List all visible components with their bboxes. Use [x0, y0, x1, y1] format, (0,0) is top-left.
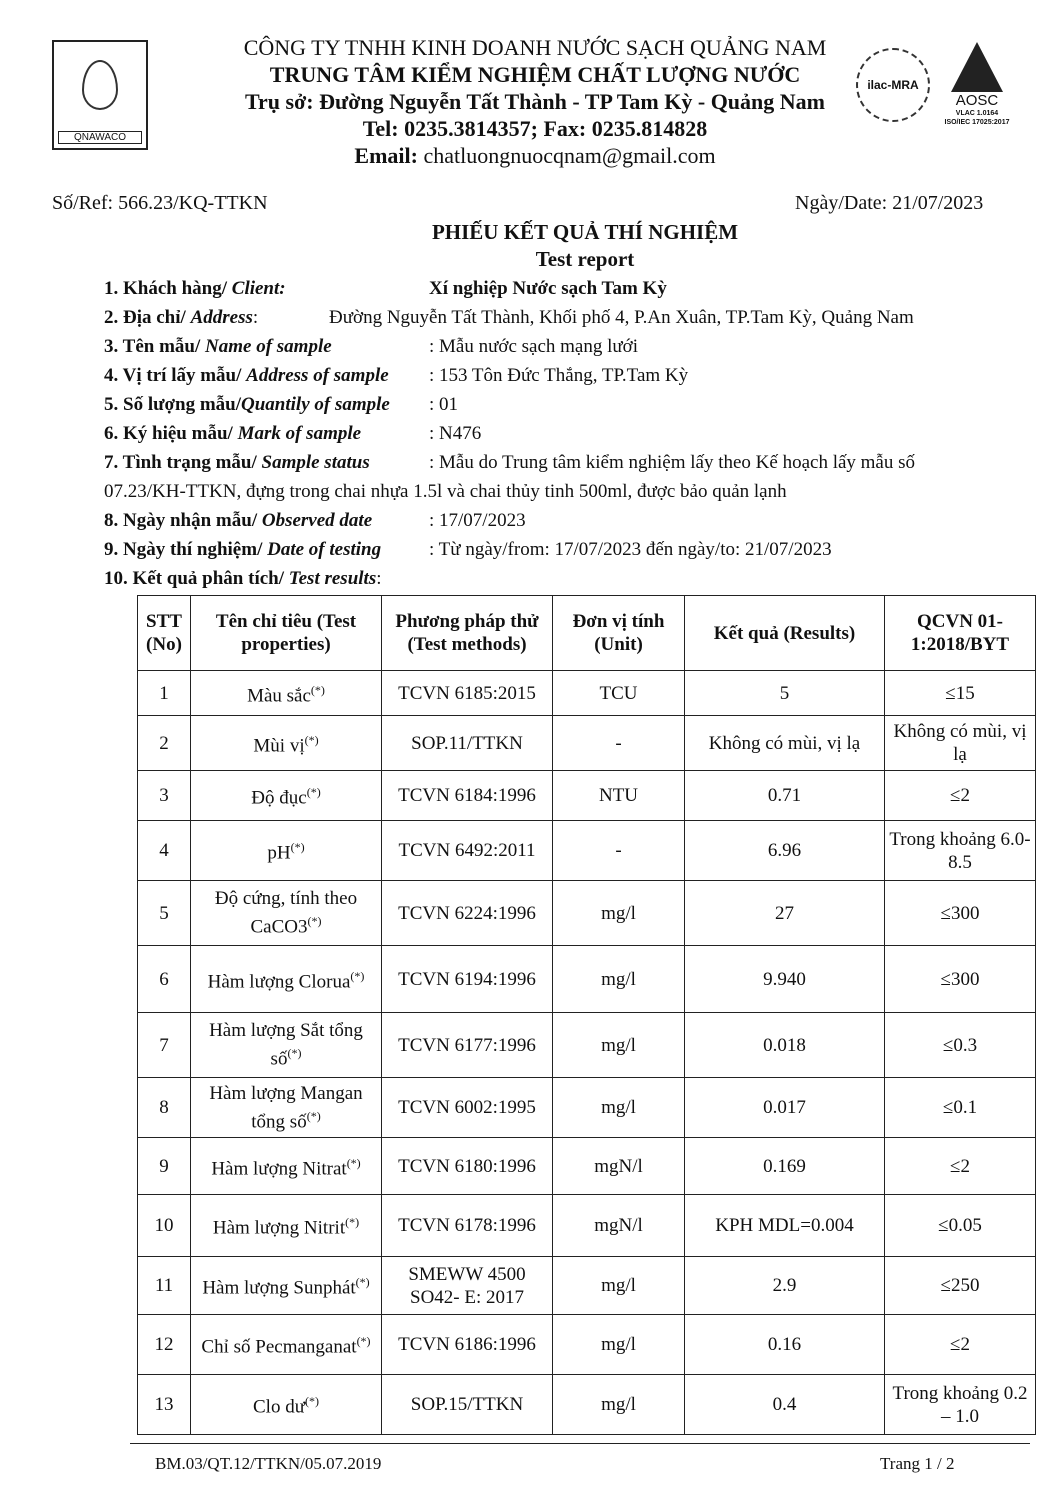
- info-value: : Từ ngày/from: 17/07/2023 đến ngày/to: 21/07/2023: [429, 539, 832, 560]
- unit: mg/l: [553, 1013, 685, 1078]
- info-label-en: Test results: [288, 568, 377, 589]
- standard-limit: ≤2: [885, 1138, 1036, 1195]
- info-label: 9. Ngày thí nghiệm/: [104, 539, 268, 560]
- row-number: 12: [138, 1315, 191, 1375]
- table-row: [138, 671, 1036, 716]
- test-property: Hàm lượng Clorua(*): [191, 946, 382, 1013]
- info-value: : 153 Tôn Đức Thắng, TP.Tam Kỳ: [429, 365, 689, 386]
- center-name: TRUNG TÂM KIỂM NGHIỆM CHẤT LƯỢNG NƯỚC: [269, 62, 801, 87]
- test-method: SOP.11/TTKN: [382, 716, 553, 771]
- test-property: Mùi vị(*): [191, 716, 382, 771]
- column-header: Phương pháp thử (Test methods): [382, 596, 553, 671]
- test-method: TCVN 6194:1996: [382, 946, 553, 1013]
- test-method: TCVN 6186:1996: [382, 1315, 553, 1375]
- form-code: BM.03/QT.12/TTKN/05.07.2019: [155, 1454, 382, 1473]
- test-method: TCVN 6184:1996: [382, 771, 553, 821]
- unit: mg/l: [553, 946, 685, 1013]
- standard-limit: Trong khoảng 6.0-8.5: [885, 821, 1036, 881]
- accredited-mark: (*): [355, 1275, 370, 1290]
- standard-limit: ≤0.1: [885, 1078, 1036, 1138]
- table-row: [138, 881, 1036, 946]
- info-label-en: Sample status: [261, 452, 370, 473]
- unit: mg/l: [553, 881, 685, 946]
- phone-fax: Tel: 0235.3814357; Fax: 0235.814828: [362, 116, 708, 141]
- info-row: [104, 361, 1024, 390]
- standard-limit: ≤0.05: [885, 1195, 1036, 1257]
- info-row: [104, 506, 1024, 535]
- info-row-continued: 07.23/KH-TTKN, đựng trong chai nhựa 1.5l và chai thủy tinh 500ml, được bảo quản lạnh: [104, 481, 787, 502]
- info-row: [104, 448, 1024, 477]
- result: 0.017: [685, 1078, 885, 1138]
- test-method: SOP.15/TTKN: [382, 1375, 553, 1435]
- test-property: Hàm lượng Sunphát(*): [191, 1257, 382, 1315]
- reference-number: Số/Ref: 566.23/KQ-TTKN: [52, 192, 268, 214]
- address-label: Trụ sở:: [245, 89, 314, 114]
- test-method: SMEWW 4500 SO42- E: 2017: [382, 1257, 553, 1315]
- row-number: 2: [138, 716, 191, 771]
- unit: mgN/l: [553, 1195, 685, 1257]
- result: 6.96: [685, 821, 885, 881]
- test-property: Độ cứng, tính theo CaCO3(*): [191, 881, 382, 946]
- info-label: 7. Tình trạng mẫu/: [104, 452, 262, 473]
- accredited-mark: (*): [307, 914, 322, 929]
- letterhead: [150, 34, 920, 169]
- row-number: 4: [138, 821, 191, 881]
- standard-limit: ≤300: [885, 946, 1036, 1013]
- table-row: [138, 1013, 1036, 1078]
- accredited-mark: (*): [310, 682, 325, 697]
- row-number: 11: [138, 1257, 191, 1315]
- table-row: [138, 1078, 1036, 1138]
- info-row: [104, 564, 1024, 593]
- test-property: Hàm lượng Nitrit(*): [191, 1195, 382, 1257]
- unit: mg/l: [553, 1257, 685, 1315]
- info-value: : N476: [429, 423, 482, 444]
- report-date: Ngày/Date: 21/07/2023: [795, 192, 984, 214]
- company-name: CÔNG TY TNHH KINH DOANH NƯỚC SẠCH QUẢNG NAM: [243, 35, 827, 60]
- result: Không có mùi, vị lạ: [685, 716, 885, 771]
- ilac-mra-logo: ilac-MRA: [856, 48, 930, 122]
- accredited-mark: (*): [346, 1155, 361, 1170]
- table-row: [138, 771, 1036, 821]
- info-label: 2. Địa chỉ/: [104, 307, 191, 328]
- result: 0.4: [685, 1375, 885, 1435]
- unit: NTU: [553, 771, 685, 821]
- standard-limit: Trong khoảng 0.2 – 1.0: [885, 1375, 1036, 1435]
- unit: mg/l: [553, 1315, 685, 1375]
- email-link[interactable]: chatluongnuocqnam@gmail.com: [423, 143, 716, 168]
- column-header: STT (No): [138, 596, 191, 671]
- standard-limit: ≤250: [885, 1257, 1036, 1315]
- accredited-mark: (*): [304, 732, 319, 747]
- column-header: Đơn vị tính (Unit): [553, 596, 685, 671]
- test-method: TCVN 6178:1996: [382, 1195, 553, 1257]
- row-number: 13: [138, 1375, 191, 1435]
- info-label-en: Name of sample: [205, 336, 332, 357]
- table-row: [138, 821, 1036, 881]
- result: 27: [685, 881, 885, 946]
- info-colon: :: [376, 568, 382, 589]
- table-row: [138, 1315, 1036, 1375]
- accredited-mark: (*): [305, 1394, 319, 1409]
- accredited-mark: (*): [287, 1046, 302, 1061]
- page-number: Trang 1 / 2: [880, 1454, 955, 1473]
- row-number: 5: [138, 881, 191, 946]
- info-row: [104, 303, 1024, 332]
- table-row: [138, 716, 1036, 771]
- test-method: TCVN 6185:2015: [382, 671, 553, 716]
- accredited-mark: (*): [290, 840, 305, 855]
- column-header: Kết quả (Results): [685, 596, 885, 671]
- row-number: 8: [138, 1078, 191, 1138]
- info-label-en: Date of testing: [267, 539, 382, 560]
- info-row: [104, 390, 1024, 419]
- test-property: pH(*): [191, 821, 382, 881]
- row-number: 6: [138, 946, 191, 1013]
- standard-limit: Không có mùi, vị lạ: [885, 716, 1036, 771]
- table-row: [138, 1138, 1036, 1195]
- info-value: : Mẫu nước sạch mạng lưới: [429, 336, 639, 357]
- table-row: [138, 1375, 1036, 1435]
- info-row: [104, 419, 1024, 448]
- aosc-logo: AOSC VLAC 1.0164 ISO/IEC 17025:2017: [934, 42, 1020, 137]
- info-label-en: Observed date: [261, 510, 373, 531]
- row-number: 3: [138, 771, 191, 821]
- unit: TCU: [553, 671, 685, 716]
- table-row: [138, 946, 1036, 1013]
- report-subtitle: Test report: [535, 247, 635, 271]
- report-title: PHIẾU KẾT QUẢ THÍ NGHIỆM: [431, 220, 739, 244]
- test-property: Hàm lượng Mangan tổng số(*): [191, 1078, 382, 1138]
- info-value: Xí nghiệp Nước sạch Tam Kỳ: [429, 278, 667, 299]
- unit: mg/l: [553, 1078, 685, 1138]
- email-label: Email:: [354, 143, 418, 168]
- info-label-en: Mark of sample: [237, 423, 362, 444]
- test-property: Clo dư(*): [191, 1375, 382, 1435]
- result: 5: [685, 671, 885, 716]
- accredited-mark: (*): [350, 968, 365, 983]
- result: 0.169: [685, 1138, 885, 1195]
- standard-limit: ≤2: [885, 1315, 1036, 1375]
- accredited-mark: (*): [306, 785, 321, 800]
- info-label: 5. Số lượng mẫu/: [104, 394, 242, 415]
- test-method: TCVN 6492:2011: [382, 821, 553, 881]
- aosc-triangle-icon: [951, 42, 1003, 92]
- info-label: 6. Ký hiệu mẫu/: [104, 423, 238, 444]
- test-property: Hàm lượng Nitrat(*): [191, 1138, 382, 1195]
- result: 0.018: [685, 1013, 885, 1078]
- info-row: [104, 332, 1024, 361]
- accredited-mark: (*): [356, 1334, 371, 1349]
- result: 2.9: [685, 1257, 885, 1315]
- test-method: TCVN 6177:1996: [382, 1013, 553, 1078]
- test-method: TCVN 6180:1996: [382, 1138, 553, 1195]
- info-label: 4. Vị trí lấy mẫu/: [104, 365, 247, 386]
- column-header: Tên chỉ tiêu (Test properties): [191, 596, 382, 671]
- row-number: 7: [138, 1013, 191, 1078]
- unit: mgN/l: [553, 1138, 685, 1195]
- info-value: : 17/07/2023: [429, 510, 526, 531]
- info-value: : 01: [429, 394, 459, 415]
- info-label: 8. Ngày nhận mẫu/: [104, 510, 262, 531]
- info-label: 3. Tên mẫu/: [104, 336, 206, 357]
- accredited-mark: (*): [306, 1108, 321, 1123]
- test-method: TCVN 6002:1995: [382, 1078, 553, 1138]
- test-property: Độ đục(*): [191, 771, 382, 821]
- info-label-en: Address of sample: [246, 365, 389, 386]
- unit: -: [553, 821, 685, 881]
- standard-limit: ≤0.3: [885, 1013, 1036, 1078]
- sample-info: [104, 274, 1024, 593]
- info-label-en: Address: [190, 307, 253, 328]
- water-drop-icon: [82, 60, 118, 110]
- qnawaco-logo: QNAWACO: [52, 40, 148, 150]
- table-row: [138, 1257, 1036, 1315]
- row-number: 1: [138, 671, 191, 716]
- info-row: [104, 274, 1024, 303]
- result: 0.71: [685, 771, 885, 821]
- info-label-en: Client:: [231, 278, 286, 299]
- test-property: Chỉ số Pecmanganat(*): [191, 1315, 382, 1375]
- address: Đường Nguyễn Tất Thành - TP Tam Kỳ - Quảng Nam: [319, 89, 825, 114]
- test-method: TCVN 6224:1996: [382, 881, 553, 946]
- result: 9.940: [685, 946, 885, 1013]
- standard-limit: ≤2: [885, 771, 1036, 821]
- result: KPH MDL=0.004: [685, 1195, 885, 1257]
- info-label: 1. Khách hàng/: [104, 278, 232, 299]
- info-label-en: Quantily of sample: [241, 394, 390, 415]
- info-value: Đường Nguyễn Tất Thành, Khối phố 4, P.An Xuân, TP.Tam Kỳ, Quảng Nam: [329, 307, 914, 328]
- footer: [130, 1443, 1030, 1473]
- test-property: Hàm lượng Sắt tổng số(*): [191, 1013, 382, 1078]
- test-results-table: [137, 595, 1036, 1435]
- row-number: 10: [138, 1195, 191, 1257]
- accredited-mark: (*): [345, 1215, 360, 1230]
- info-row: [104, 535, 1024, 564]
- unit: -: [553, 716, 685, 771]
- result: 0.16: [685, 1315, 885, 1375]
- standard-limit: ≤15: [885, 671, 1036, 716]
- unit: mg/l: [553, 1375, 685, 1435]
- info-label: 10. Kết quả phân tích/: [104, 568, 289, 589]
- info-value: : Mẫu do Trung tâm kiểm nghiệm lấy theo Kế hoạch lấy mẫu số: [429, 452, 916, 473]
- info-colon: :: [252, 307, 259, 328]
- column-header: QCVN 01-1:2018/BYT: [885, 596, 1036, 671]
- standard-limit: ≤300: [885, 881, 1036, 946]
- table-row: [138, 1195, 1036, 1257]
- row-number: 9: [138, 1138, 191, 1195]
- test-property: Màu sắc(*): [191, 671, 382, 716]
